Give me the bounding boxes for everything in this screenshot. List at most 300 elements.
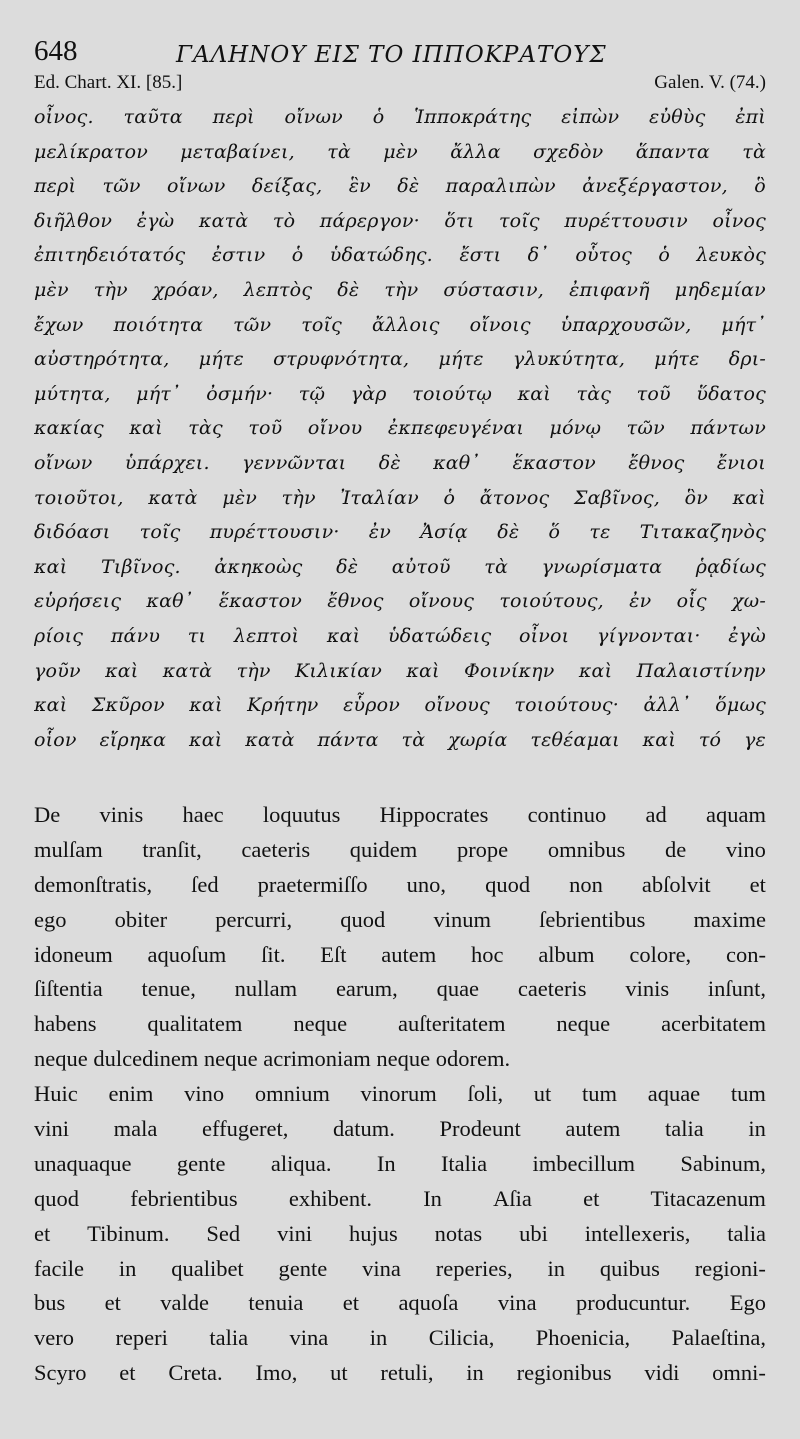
greek-line (34, 100, 766, 135)
greek-word: ὅμως (715, 694, 766, 717)
greek-line (34, 550, 766, 585)
latin-word: in (369, 1325, 388, 1351)
latin-word: talia (727, 1220, 766, 1246)
latin-word: bus (34, 1290, 66, 1316)
greek-word: μελίκρατον (34, 140, 148, 163)
latin-word: tum (730, 1081, 766, 1107)
greek-word: χωρία (448, 728, 508, 751)
greek-word: μήτε (654, 348, 700, 371)
latin-word: prope (456, 836, 509, 862)
latin-word: caeteris (517, 976, 587, 1002)
greek-word: οἴνων (167, 175, 226, 198)
latin-word: De (34, 802, 61, 827)
latin-word: tum (582, 1081, 618, 1107)
latin-word: quod (340, 906, 386, 932)
greek-word: τεθέαμαι (530, 728, 620, 751)
greek-word: ὁ (658, 244, 671, 267)
greek-word: τοῖς (139, 521, 181, 544)
latin-word: Imo, (255, 1360, 298, 1386)
latin-line (34, 798, 766, 833)
greek-word: δὲ (378, 451, 401, 474)
greek-word: κακίας (34, 417, 104, 440)
latin-word: non (569, 871, 603, 897)
greek-word: ὅτι (444, 209, 475, 232)
latin-word: producuntur. (575, 1290, 691, 1316)
greek-line (34, 446, 766, 481)
latin-word: quod (34, 1185, 79, 1211)
greek-word: κατὰ (245, 728, 295, 751)
latin-line (34, 1286, 766, 1321)
greek-word: ἔστι (459, 244, 502, 267)
greek-word: Σαβῖνος, (573, 486, 660, 509)
greek-word: καθ᾽ (433, 451, 481, 474)
latin-word: vero (34, 1325, 74, 1351)
greek-word: οἴνους (408, 590, 475, 613)
greek-word: τοῖς (301, 313, 343, 336)
latin-word: tranſit, (142, 836, 202, 862)
greek-word: ἐκπεφευγέναι (387, 417, 525, 440)
greek-word: λευκὸς (696, 244, 766, 267)
greek-word: οἶνος. (34, 106, 94, 128)
latin-word: Tibinum. (87, 1220, 170, 1246)
greek-word: παραλιπὼν (445, 175, 556, 198)
latin-word: ſebrientibus (539, 906, 646, 932)
greek-word: τοιούτους· (514, 694, 619, 717)
kuehn-reference: Galen. V. (74.) (654, 72, 766, 93)
greek-line (34, 688, 766, 723)
greek-line (34, 273, 766, 308)
greek-word: πάρεργον· (319, 209, 420, 232)
latin-word: et (104, 1290, 121, 1316)
latin-word: Huic (34, 1081, 78, 1107)
latin-word: Aſia (493, 1185, 532, 1211)
greek-word: σύστασιν, (443, 278, 545, 301)
greek-word: ἄλλοις (371, 313, 440, 336)
greek-word: καὶ (189, 728, 223, 751)
greek-word: ὑδατώδης. (329, 244, 433, 267)
greek-word: ὀσμήν· (206, 382, 274, 405)
latin-word: vina (497, 1290, 537, 1316)
latin-word: regionibus (516, 1360, 612, 1386)
latin-word: hoc (471, 941, 504, 967)
greek-word: Τιτακαζηνὸς (639, 521, 766, 544)
greek-line (34, 308, 766, 343)
edition-references (34, 72, 766, 98)
latin-word: retuli, (380, 1360, 434, 1386)
greek-word: οὗτος (575, 244, 632, 267)
latin-word: regioni- (694, 1255, 766, 1281)
greek-word: ὁ (291, 244, 304, 267)
greek-word: ποιότητα (113, 313, 204, 336)
latin-word: vino (725, 836, 766, 862)
greek-word: καὶ (517, 382, 551, 405)
greek-word: δ᾽ (527, 244, 549, 267)
latin-word: continuo (527, 802, 607, 827)
latin-word: imbecillum (532, 1150, 635, 1176)
latin-word: vinorum (360, 1081, 437, 1107)
greek-line (34, 619, 766, 654)
latin-line (34, 1321, 766, 1356)
latin-word: quidem (349, 836, 418, 862)
latin-word: Eſt (320, 941, 347, 967)
greek-word: μὲν (222, 486, 258, 509)
latin-word: habens (34, 1011, 97, 1037)
latin-line-text: neque dulcedinem neque acrimoniam neque odorem. (34, 1046, 511, 1072)
greek-word: τοῦ (636, 382, 671, 405)
greek-word: τὸ (272, 209, 296, 232)
latin-word: in (547, 1255, 565, 1281)
greek-word: πυρέττουσιν· (209, 521, 340, 544)
greek-word: λεπτοὶ (233, 624, 300, 647)
greek-word: μηδεμίαν (674, 278, 766, 301)
greek-word: καὶ (326, 624, 361, 647)
latin-word: vino (184, 1081, 225, 1107)
latin-word: ſoli, (467, 1081, 504, 1107)
greek-word: κατὰ (148, 486, 198, 509)
latin-word: ego (34, 906, 67, 932)
latin-word: enim (108, 1081, 154, 1107)
chartier-reference: Ed. Chart. XI. [85.] (34, 72, 183, 93)
latin-word: abſolvit (641, 871, 711, 897)
greek-word: τὴν (236, 659, 271, 682)
latin-word: Scyro (34, 1360, 87, 1386)
greek-word: γίγνονται· (597, 624, 701, 647)
greek-word: τοιούτῳ (412, 382, 493, 405)
greek-word: τὴν (384, 278, 419, 301)
greek-word: πάντων (690, 417, 766, 440)
greek-word: δὲ (497, 521, 520, 544)
greek-word: ὁ (443, 486, 456, 509)
greek-word: ὁ (372, 106, 385, 128)
running-title: ΓΑΛΗΝΟΥ ΕΙΣ ΤΟ ΙΠΠΟΚΡΑΤΟΥΣ (176, 42, 607, 68)
greek-line (34, 135, 766, 170)
greek-word: ὑδατώδεις (387, 624, 492, 647)
greek-line (34, 654, 766, 689)
latin-word: exhibent. (288, 1185, 372, 1211)
latin-word: inſunt, (707, 976, 766, 1002)
greek-word: διῆλθον (34, 209, 113, 232)
greek-word: γε (744, 728, 766, 751)
greek-word: γοῦν (34, 659, 81, 682)
greek-word: στρυφνότητα, (273, 348, 410, 371)
latin-word: vina (362, 1255, 401, 1281)
greek-word: τὴν (281, 486, 316, 509)
latin-word: qualitatem (147, 1011, 243, 1037)
greek-word: ἀνεξέργαστον, (582, 175, 728, 198)
greek-word: δὲ (337, 278, 360, 301)
latin-line (34, 1077, 766, 1112)
greek-word: εὐθὺς (649, 106, 706, 128)
latin-line (34, 938, 766, 973)
latin-word: et (749, 871, 766, 897)
greek-word: οἴνοις (469, 313, 531, 336)
greek-word: ἄτονος (479, 486, 550, 509)
latin-word: loquutus (262, 802, 341, 827)
greek-word: Ἰταλίαν (340, 486, 419, 509)
greek-word: μεταβαίνει, (180, 140, 295, 163)
latin-word: aquoſum (147, 941, 227, 967)
latin-word: hujus (348, 1220, 398, 1246)
latin-word: aliqua. (270, 1150, 332, 1176)
latin-word: vini (34, 1116, 70, 1142)
greek-word: τὰ (327, 140, 351, 163)
latin-word: uno, (406, 871, 447, 897)
latin-word: con- (725, 941, 766, 967)
greek-word: καὶ (105, 659, 139, 682)
latin-word: reperi (115, 1325, 168, 1351)
greek-word: ἐπιτηδειότατός (34, 244, 186, 267)
greek-word: ὃ (754, 175, 766, 198)
latin-word: Italia (440, 1150, 488, 1176)
greek-word: δείξας, (251, 175, 323, 198)
latin-line (34, 1217, 766, 1252)
greek-word: ἐν (629, 590, 652, 613)
latin-word: valde (160, 1290, 210, 1316)
latin-word: vina (289, 1325, 329, 1351)
greek-word: γεννῶνται (242, 451, 347, 474)
greek-word: οἷον (34, 728, 77, 751)
greek-word: γὰρ (350, 382, 387, 405)
latin-word: ſiſtentia (34, 976, 103, 1002)
greek-word: τῶν (233, 313, 272, 336)
latin-word: ſed (191, 871, 219, 897)
greek-word: πυρέττουσιν (564, 209, 688, 232)
greek-word: ὑπάρχει. (124, 451, 210, 474)
greek-line (34, 411, 766, 446)
latin-word: ad (645, 802, 667, 827)
greek-word: ἐγὼ (728, 624, 766, 647)
latin-word: vinis (99, 802, 144, 827)
greek-word: πάνυ (110, 624, 161, 647)
latin-word: percurri, (215, 906, 293, 932)
greek-word: τῶν (102, 175, 141, 198)
greek-word: ἕκαστον (218, 590, 303, 613)
greek-word: ἐπιφανῆ (569, 278, 650, 301)
latin-line (34, 833, 766, 868)
greek-word: εὗρον (343, 694, 400, 717)
greek-word: ἀκηκοὼς (214, 555, 303, 578)
greek-word: τι (187, 624, 207, 647)
latin-word: Titacazenum (650, 1185, 766, 1211)
greek-word: οἴνου (307, 417, 363, 440)
latin-word: auſteritatem (398, 1011, 506, 1037)
latin-word: et (342, 1290, 360, 1316)
greek-word: Κιλικίαν (294, 659, 382, 682)
latin-word: autem (565, 1116, 621, 1142)
greek-word: ἄλλα (450, 140, 501, 163)
greek-word: τὰς (576, 382, 612, 405)
greek-line (34, 584, 766, 619)
latin-word: Cilicia, (428, 1325, 495, 1351)
latin-word: Creta. (168, 1360, 223, 1386)
greek-word: ἐστιν (211, 244, 266, 267)
latin-word: talia (665, 1116, 704, 1142)
greek-word: τοιούτους, (499, 590, 604, 613)
latin-word: in (466, 1360, 484, 1386)
latin-word: omnium (254, 1081, 330, 1107)
latin-word: talia (209, 1325, 249, 1351)
greek-word: χω- (731, 590, 766, 613)
greek-word: καὶ (642, 728, 676, 751)
greek-word: τοῦ (248, 417, 283, 440)
greek-line (34, 377, 766, 412)
latin-word: gente (176, 1150, 226, 1176)
latin-word: vinum (433, 906, 491, 932)
latin-word: nullam (234, 976, 298, 1002)
greek-word: Τιβῖνος. (100, 555, 181, 578)
greek-word: ὑπαρχουσῶν, (560, 313, 692, 336)
greek-word: καὶ (732, 486, 766, 509)
latin-line (34, 903, 766, 938)
greek-word: τὰ (742, 140, 766, 163)
latin-word: reperies, (435, 1255, 513, 1281)
greek-word: καὶ (129, 417, 163, 440)
latin-line (34, 1007, 766, 1042)
latin-word: praetermiſſo (257, 871, 368, 897)
latin-word: omnibus (547, 836, 626, 862)
latin-word: unaquaque (34, 1150, 132, 1176)
greek-word: ἔχων (34, 313, 84, 336)
greek-word: τῶν (626, 417, 665, 440)
latin-word: de (665, 836, 687, 862)
greek-word: κατὰ (162, 659, 213, 682)
latin-word: in (748, 1116, 766, 1142)
greek-word: οἷς (676, 590, 707, 613)
greek-text-block (34, 100, 766, 757)
greek-word: ἔνιοι (716, 451, 766, 474)
greek-word: αὐτοῦ (391, 555, 451, 578)
greek-word: μήτ᾽ (136, 382, 181, 405)
latin-translation-block (34, 798, 766, 1391)
latin-word: effugeret, (202, 1116, 289, 1142)
latin-line (34, 1252, 766, 1287)
greek-word: μὲν (383, 140, 418, 163)
greek-word: οἶνοι (519, 624, 570, 647)
greek-word: αὐστηρότητα, (34, 348, 170, 371)
latin-word: notas (434, 1220, 483, 1246)
latin-word: et (119, 1360, 136, 1386)
latin-word: acerbitatem (661, 1011, 766, 1037)
greek-word: Φοινίκην (464, 659, 555, 682)
greek-word: ἐν (368, 521, 391, 544)
greek-word: ἀλλ᾽ (643, 694, 691, 717)
greek-word: σχεδὸν (533, 140, 604, 163)
greek-word: καὶ (34, 694, 68, 717)
latin-word: facile (34, 1255, 84, 1281)
greek-word: ἓν (348, 175, 371, 198)
latin-word: demonſtratis, (34, 871, 153, 897)
latin-word: aquae (647, 1081, 701, 1107)
greek-word: ἅπαντα (635, 140, 710, 163)
greek-word: χρόαν, (152, 278, 219, 301)
latin-line (34, 1182, 766, 1217)
latin-line (34, 1356, 766, 1391)
greek-word: πάντα (317, 728, 379, 751)
latin-word: intellexeris, (584, 1220, 691, 1246)
greek-line (34, 342, 766, 377)
greek-word: ῥᾳδίως (695, 555, 766, 578)
greek-word: οἴνων (284, 106, 343, 128)
greek-word: εὑρήσεις (34, 590, 122, 613)
latin-word: album (538, 941, 595, 967)
latin-word: Hippocrates (379, 802, 489, 827)
greek-word: κατὰ (198, 209, 249, 232)
latin-word: earum, (335, 976, 398, 1002)
greek-line (34, 238, 766, 273)
latin-word: mala (113, 1116, 158, 1142)
greek-word: ἐγὼ (136, 209, 175, 232)
greek-word: τό (698, 728, 722, 751)
latin-word: vini (277, 1220, 313, 1246)
latin-word: Prodeunt (439, 1116, 521, 1142)
latin-word: tenue, (141, 976, 196, 1002)
latin-word: idoneum (34, 941, 113, 967)
latin-word: ſit. (261, 941, 286, 967)
latin-line (34, 972, 766, 1007)
latin-word: quod (485, 871, 531, 897)
greek-word: ὃν (684, 486, 708, 509)
running-head (34, 30, 766, 68)
greek-word: καὶ (189, 694, 223, 717)
latin-line (34, 1112, 766, 1147)
latin-word: et (583, 1185, 600, 1211)
greek-word: τῷ (298, 382, 326, 405)
greek-word: δὲ (397, 175, 420, 198)
greek-word: καὶ (578, 659, 613, 682)
latin-word: Palaeſtina, (671, 1325, 766, 1351)
greek-word: δὲ (336, 555, 359, 578)
greek-word: τὰ (401, 728, 426, 751)
greek-word: καὶ (34, 555, 68, 578)
greek-line (34, 515, 766, 550)
greek-word: ἔθνος (327, 590, 384, 613)
latin-word: vidi (644, 1360, 680, 1386)
page-number: 648 (34, 35, 78, 67)
latin-word: qualibet (171, 1255, 244, 1281)
greek-word: μήτε (438, 348, 484, 371)
greek-word: γλυκύτητα, (512, 348, 626, 371)
greek-word: Παλαιστίνην (636, 659, 766, 682)
greek-word: περὶ (34, 175, 77, 198)
latin-word: mulſam (34, 836, 103, 862)
greek-word: τὰς (188, 417, 223, 440)
latin-word: vinis (625, 976, 670, 1002)
latin-line (34, 868, 766, 903)
latin-word: In (423, 1185, 442, 1211)
latin-word: ut (330, 1360, 348, 1386)
greek-word: Σκῦρον (91, 694, 165, 717)
greek-line (34, 169, 766, 204)
latin-word: neque (556, 1011, 611, 1037)
greek-word: ἐπὶ (735, 106, 766, 128)
greek-word: ταῦτα (123, 106, 183, 128)
latin-word: ubi (519, 1220, 548, 1246)
latin-word: haec (182, 802, 224, 827)
latin-word: tenuia (248, 1290, 304, 1316)
latin-word: et (34, 1220, 51, 1246)
latin-word: quibus (599, 1255, 660, 1281)
greek-word: εἰπὼν (561, 106, 620, 128)
latin-word: Sabinum, (680, 1150, 766, 1176)
latin-word: caeteris (241, 836, 311, 862)
latin-word: ut (533, 1081, 552, 1107)
latin-word: aquam (706, 802, 766, 827)
latin-word: maxime (693, 906, 766, 932)
latin-word: Phoenicia, (535, 1325, 631, 1351)
latin-word: omni- (712, 1360, 766, 1386)
greek-word: τε (589, 521, 611, 544)
latin-word: obiter (114, 906, 168, 932)
